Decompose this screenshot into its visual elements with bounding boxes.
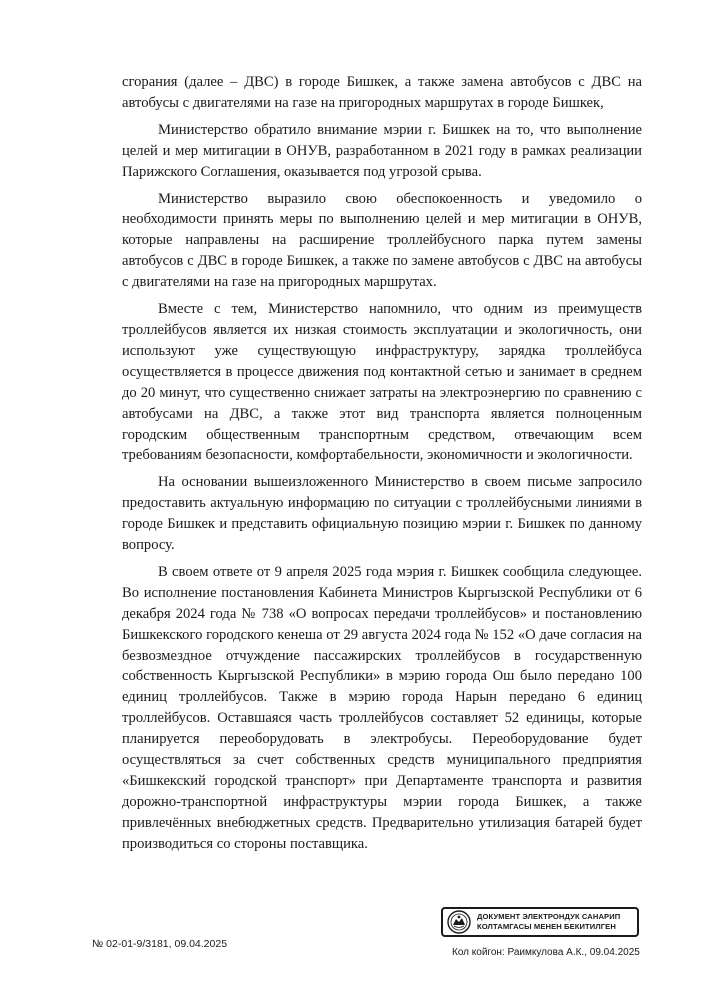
kyrgyz-emblem-icon bbox=[447, 910, 471, 934]
stamp-line-1: ДОКУМЕНТ ЭЛЕКТРОНДУК САНАРИП bbox=[477, 912, 621, 921]
signer-info: Кол койгон: Раимкулова А.К., 09.04.2025 bbox=[452, 947, 640, 958]
paragraph-3: Министерство выразило свою обеспокоенность и уведомило о необходимости принять меры по выполнению целей и мер митигации в ОНУВ, которые направлены на расширение троллейбусного парка путем замены автобусов с ДВС в городе Бишкек, а также по замене автобусов с ДВС на автобусы с двигателями на газе на пригородных маршрутах. bbox=[122, 190, 642, 291]
paragraph-2: Министерство обратило внимание мэрии г. Бишкек на то, что выполнение целей и мер митигации в ОНУВ, разработанном в 2021 году в рамках реализации Парижского Соглашения, оказывается под угрозой срыва. bbox=[122, 121, 642, 180]
paragraph-5: На основании вышеизложенного Министерство в своем письме запросило предоставить актуальную информацию по ситуации с троллейбусными линиями в городе Бишкек и представить официальную позицию мэрии г. Бишкек по данному вопросу. bbox=[122, 474, 642, 554]
paragraph-6: В своем ответе от 9 апреля 2025 года мэрия г. Бишкек сообщила следующее. Во исполнение постановления Кабинета Министров Кыргызской Республики от 6 декабря 2024 года № 738 «О вопросах передачи троллейбусов» и постановлению Бишкекского городского кенеша от 29 августа 2024 года № 152 «О даче согласия на безвозмездное отчуждение пассажирских троллейбусов в государственную собственность Кыргызской Республики» в мэрию города Ош было передано 100 единиц троллейбусов. Также в мэрию города Нарын передано 6 единиц троллейбусов. Оставшаяся часть троллейбусов составляет 52 единицы, которые планируется переоборудовать в электробусы. Переоборудование будет осуществляться за счет собственных средств муниципального предприятия «Бишкекский городской транспорт» при Департаменте транспорта и развития дорожно-транспортной инфраструктуры мэрии города Бишкек, а также привлечённых внебюджетных средств. Предварительно утилизация батарей будет производиться со стороны поставщика. bbox=[122, 563, 642, 852]
stamp-line-2: КОЛТАМГАСЫ МЕНЕН БЕКИТИЛГЕН bbox=[477, 922, 616, 931]
document-body bbox=[122, 72, 642, 861]
paragraph-4: Вместе с тем, Министерство напомнило, что одним из преимуществ троллейбусов является их низкая стоимость эксплуатации и экологичность, они используют уже существующую инфраструктуру, зарядка троллейбуса осуществляется в процессе движения под контактной сетью и занимает в среднем до 20 минут, что существенно снижает затраты на электроэнергию по сравнению с автобусами на ДВС, а также этот вид транспорта является полноценным городским общественным транспортным средством, отвечающим всем требованиям безопасности, комфортабельности, экономичности и экологичности. bbox=[122, 301, 642, 464]
paragraph-1: сгорания (далее – ДВС) в городе Бишкек, а также замена автобусов с ДВС на автобусы с двигателями на газе на пригородных маршрутах в городе Бишкек, bbox=[122, 74, 642, 111]
stamp-text bbox=[477, 912, 620, 932]
electronic-signature-stamp bbox=[441, 907, 639, 937]
document-number: № 02-01-9/3181, 09.04.2025 bbox=[92, 938, 228, 950]
